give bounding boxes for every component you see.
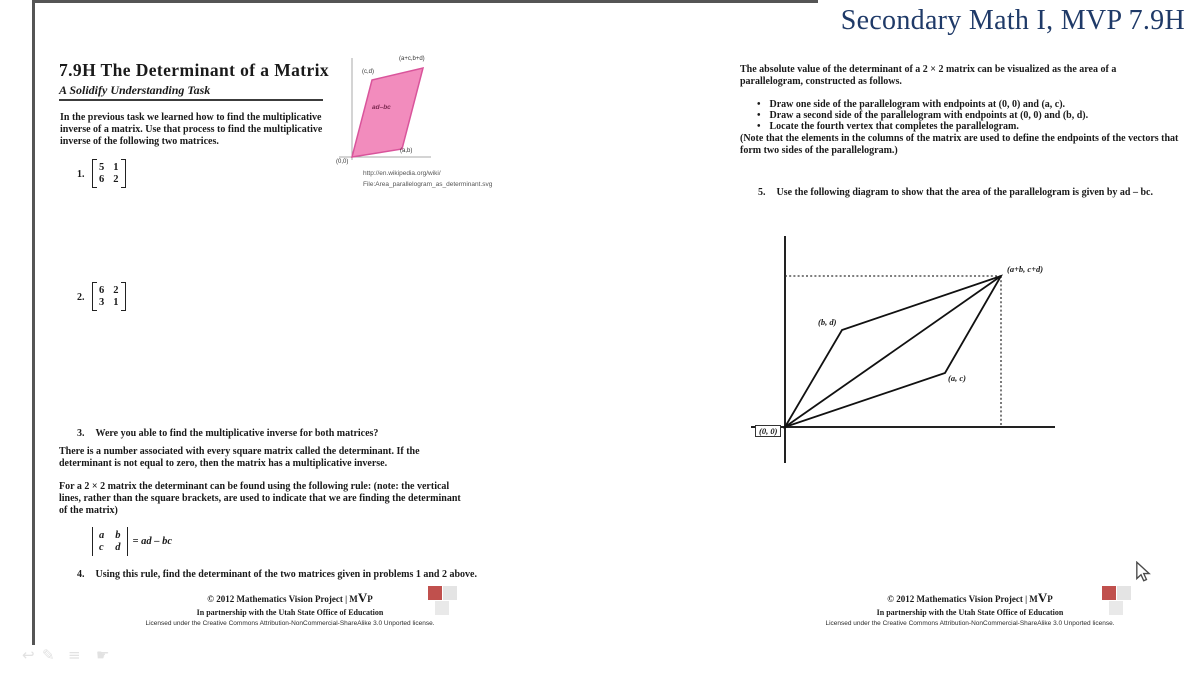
bullet-dot-icon: • xyxy=(757,110,761,121)
logo-red-square xyxy=(428,586,442,600)
matrix-2 xyxy=(92,282,126,311)
mvp-logo-p: P xyxy=(367,594,373,604)
determinant-rule-paragraph: For a 2 × 2 matrix the determinant can be found using the following rule: (note: the vertical lines, rather than the square brackets, are used to indicate that we are finding the determinant of the matrix) xyxy=(59,481,461,517)
logo-gray-square xyxy=(435,601,449,615)
diagonal-line xyxy=(785,276,1001,427)
determinant-definition-paragraph xyxy=(59,446,471,470)
determinant-bars xyxy=(92,527,128,556)
partnership-line: In partnership with the Utah State Office of Education xyxy=(196,608,384,617)
bullet-dot-icon: • xyxy=(757,99,761,110)
logo-gray-square xyxy=(1109,601,1123,615)
det-def-after: . If the determinant is not equal to zero, then the matrix has a multiplicative inverse. xyxy=(59,446,420,470)
question-3 xyxy=(77,428,497,440)
matrix-1 xyxy=(92,159,126,188)
wiki-label-area: ad–bc xyxy=(372,104,391,111)
formula-cell-b: b xyxy=(115,530,121,541)
mvp-logo-p: P xyxy=(1047,594,1053,604)
heading-divider xyxy=(59,99,323,101)
question-3-text: Were you able to find the multiplicative inverse for both matrices? xyxy=(95,428,379,439)
question-4 xyxy=(77,569,497,581)
copyright-text: © 2012 Mathematics Vision Project | M xyxy=(207,594,358,604)
determinant-formula xyxy=(92,527,172,556)
mvp-squares-logo xyxy=(1102,586,1132,616)
det-def-bold-word: determinant xyxy=(338,446,392,457)
wiki-label-cd: (c,d) xyxy=(362,69,374,75)
formula-result: = ad – bc xyxy=(132,536,173,547)
bullet-text: Draw one side of the parallelogram with endpoints at (0, 0) and (a, c). xyxy=(769,99,1066,110)
mouse-cursor-icon xyxy=(1135,561,1151,582)
wiki-caption-file: File:Area_parallelogram_as_determinant.svg xyxy=(363,181,493,188)
matrix-1-cell: 1 xyxy=(113,162,119,173)
pointer-hand-icon[interactable]: ☛ xyxy=(96,646,110,664)
mvp-logo-v: V xyxy=(1037,590,1048,605)
license-line: Licensed under the Creative Commons Attribution-NonCommercial-ShareAlike 3.0 Unported license. xyxy=(825,620,1115,627)
question-5-text: Use the following diagram to show that the area of the parallelogram is given by ad – bc. xyxy=(776,187,1153,198)
logo-gray-square xyxy=(443,586,457,600)
mvp-squares-logo xyxy=(428,586,458,616)
question-3-number: 3. xyxy=(77,428,85,439)
intro-paragraph: In the previous task we learned how to find the multiplicative inverse of a matrix. Use that process to find the multiplicative inverse of the following two matrices. xyxy=(60,112,323,148)
right-intro-paragraph: The absolute value of the determinant of a 2 × 2 matrix can be visualized as the area of a parallelogram, constructed as follows. xyxy=(740,64,1117,88)
copyright-text: © 2012 Mathematics Vision Project | M xyxy=(887,594,1038,604)
page-top-border xyxy=(32,0,818,3)
undo-icon[interactable]: ↩ xyxy=(22,646,35,664)
menu-icon[interactable]: ≡ xyxy=(68,646,81,664)
det-def-before: There is a number associated with every square matrix called the xyxy=(59,446,339,457)
matrix-2-cell: 2 xyxy=(113,285,119,296)
matrix-1-cell: 6 xyxy=(99,174,105,185)
bullet-text: Locate the fourth vertex that completes the parallelogram. xyxy=(769,121,1019,132)
bullet-item xyxy=(757,121,1177,133)
question-4-text: Using this rule, find the determinant of the two matrices given in problems 1 and 2 above. xyxy=(95,569,477,580)
vertex-label-bd: (b, d) xyxy=(818,317,837,327)
partnership-line: In partnership with the Utah State Office of Education xyxy=(876,608,1064,617)
task-subheading: A Solidify Understanding Task xyxy=(59,83,211,97)
question-5 xyxy=(758,187,1188,199)
logo-red-square xyxy=(1102,586,1116,600)
columns-note-paragraph: (Note that the elements in the columns of the matrix are used to define the endpoints of the vectors that form two sides of the parallelogram.) xyxy=(740,133,1179,157)
wiki-label-ab: (a,b) xyxy=(400,148,413,154)
problem-2-number: 2. xyxy=(77,292,85,303)
vertex-label-ac: (a, c) xyxy=(948,373,966,383)
wiki-caption-url: http://en.wikipedia.org/wiki/ xyxy=(363,170,441,177)
matrix-1-cell: 2 xyxy=(113,174,119,185)
page-title: Secondary Math I, MVP 7.9H xyxy=(840,5,1185,36)
logo-gray-square xyxy=(1117,586,1131,600)
bullet-dot-icon: • xyxy=(757,121,761,132)
formula-cell-a: a xyxy=(99,530,105,541)
matrix-2-cell: 6 xyxy=(99,285,105,296)
problem-1-number: 1. xyxy=(77,169,85,180)
license-line: Licensed under the Creative Commons Attribution-NonCommercial-ShareAlike 3.0 Unported license. xyxy=(145,620,435,627)
pencil-icon[interactable]: ✎ xyxy=(42,646,55,664)
vertex-label-abcd: (a+b, c+d) xyxy=(1007,264,1044,274)
pink-parallelogram xyxy=(352,68,423,157)
wiki-label-origin: (0,0) xyxy=(336,159,349,165)
bullet-text: Draw a second side of the parallelogram with endpoints at (0, 0) and (b, d). xyxy=(769,110,1089,121)
task-heading: 7.9H The Determinant of a Matrix xyxy=(59,60,330,80)
formula-cell-c: c xyxy=(99,542,104,553)
page-left-border xyxy=(32,0,35,645)
matrix-1-cell: 5 xyxy=(99,162,105,173)
origin-label: (0, 0) xyxy=(755,425,781,437)
formula-cell-d: d xyxy=(115,542,121,553)
question-5-number: 5. xyxy=(758,187,766,198)
mvp-logo-v: V xyxy=(357,590,368,605)
matrix-2-cell: 3 xyxy=(99,297,105,308)
question-4-number: 4. xyxy=(77,569,85,580)
matrix-2-cell: 1 xyxy=(113,297,119,308)
wiki-label-acbd: (a+c,b+d) xyxy=(399,56,425,62)
